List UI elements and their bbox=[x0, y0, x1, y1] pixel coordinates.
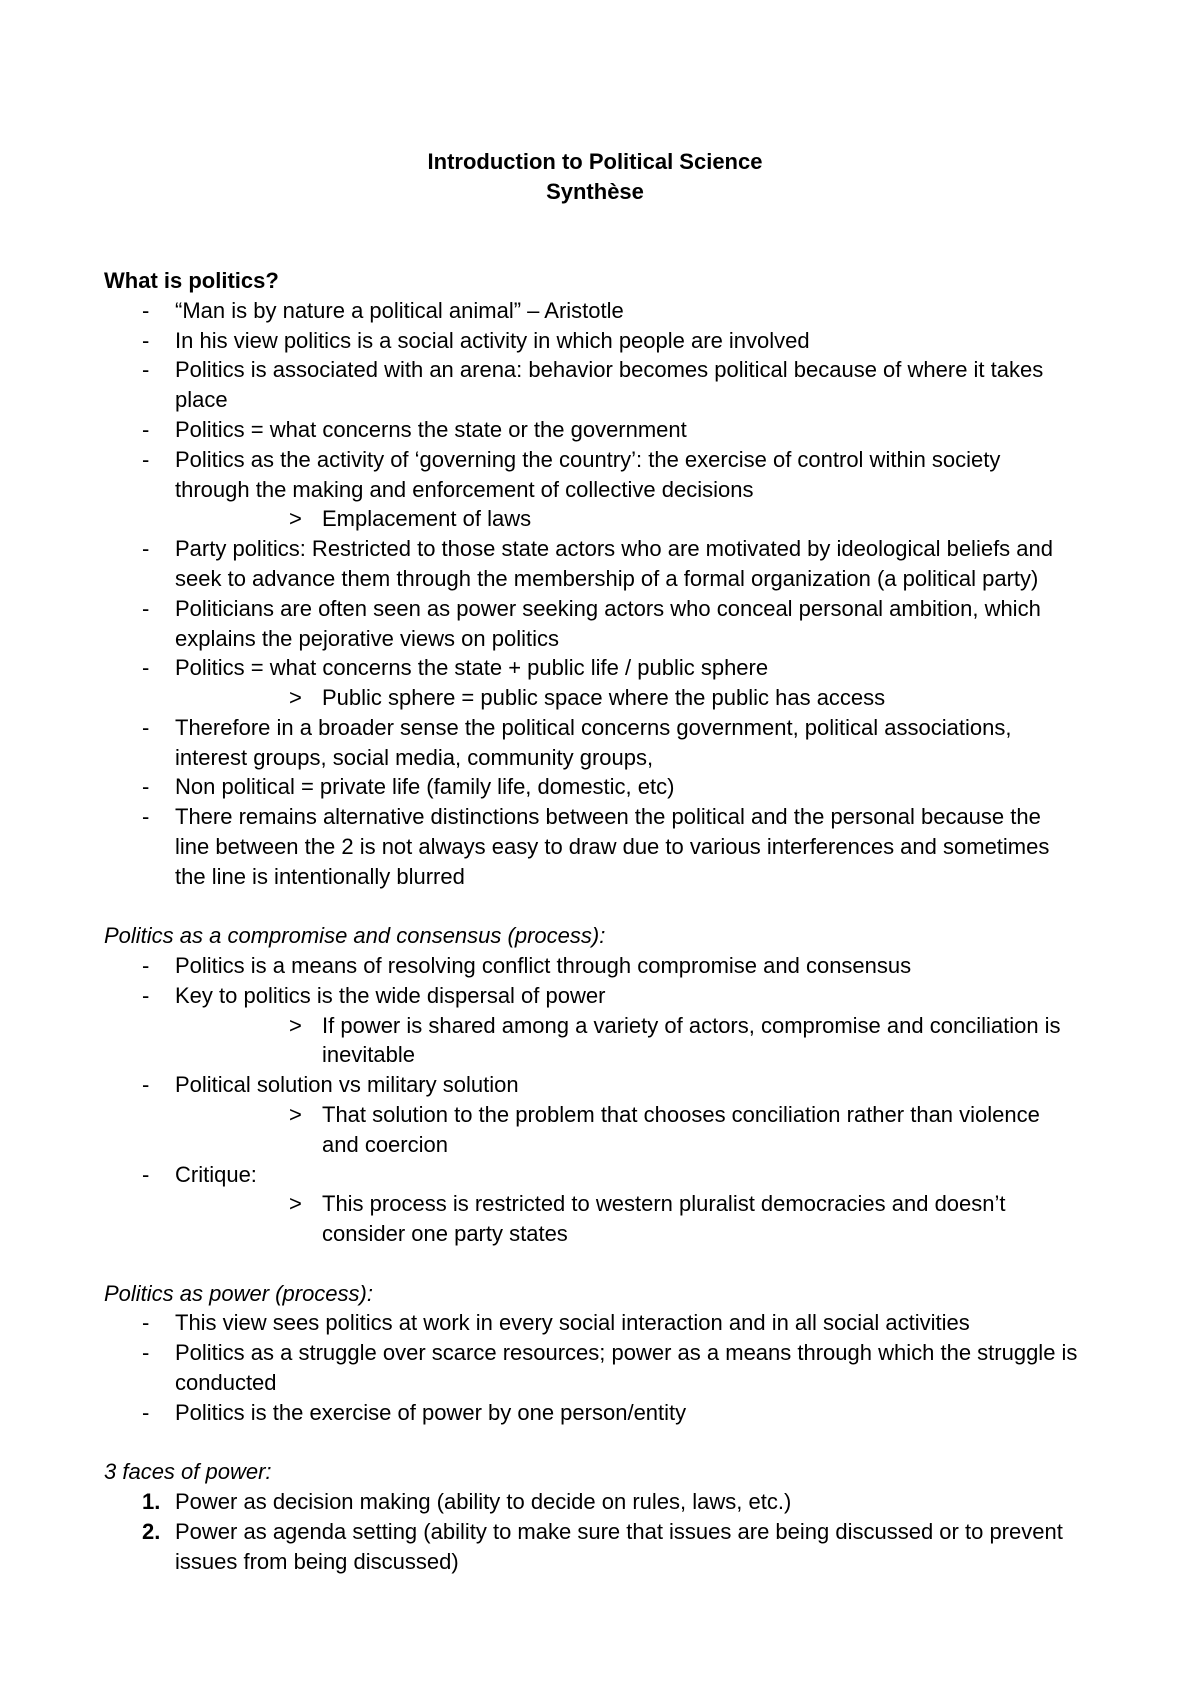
bullet-text: There remains alternative distinctions between the political and the personal because the bbox=[175, 804, 1041, 830]
bullet-text: Politics as the activity of ‘governing the country’: the exercise of control within society bbox=[175, 446, 1001, 472]
bullet-text: seek to advance them through the membership of a formal organization (a political party) bbox=[175, 565, 1039, 591]
bullet-item bbox=[0, 951, 1200, 981]
bullet-marker: - bbox=[142, 1340, 150, 1366]
bullet-text: explains the pejorative views on politics bbox=[175, 625, 559, 651]
bullet-marker: - bbox=[142, 774, 150, 800]
sub-bullet-marker: > bbox=[289, 506, 302, 532]
bullet-marker: - bbox=[142, 982, 150, 1008]
bullet-line bbox=[0, 1070, 1200, 1100]
bullet-item bbox=[0, 326, 1200, 356]
bullet-continuation-line bbox=[0, 475, 1200, 505]
section-politics-as-power bbox=[0, 1279, 1200, 1428]
bullet-line bbox=[0, 296, 1200, 326]
sub-bullet-continuation-line bbox=[0, 1130, 1200, 1160]
bullet-text: Politics is the exercise of power by one person/entity bbox=[175, 1399, 687, 1425]
bullet-continuation-line bbox=[0, 1368, 1200, 1398]
bullet-line bbox=[0, 1160, 1200, 1190]
sub-bullet-marker: > bbox=[289, 1102, 302, 1127]
numbered-text: Power as agenda setting (ability to make sure that issues are being discussed or to prevent bbox=[175, 1518, 1063, 1544]
bullet-item bbox=[0, 355, 1200, 415]
section-heading: Politics as a compromise and consensus (process): bbox=[104, 923, 606, 949]
bullet-text: Non political = private life (family life, domestic, etc) bbox=[175, 774, 675, 800]
bullet-marker: - bbox=[142, 714, 150, 740]
document-title: Introduction to Political Science bbox=[427, 149, 763, 174]
bullet-item bbox=[0, 772, 1200, 802]
bullet-item bbox=[0, 1338, 1200, 1398]
sub-bullet-continuation-line bbox=[0, 1219, 1200, 1249]
sub-bullet-line bbox=[0, 1011, 1200, 1041]
section-what-is-politics bbox=[0, 266, 1200, 891]
sub-bullet-text: consider one party states bbox=[322, 1221, 568, 1247]
bullet-line bbox=[0, 1338, 1200, 1368]
bullet-text: place bbox=[175, 387, 228, 413]
bullet-text: line between the 2 is not always easy to draw due to various interferences and sometimes bbox=[175, 833, 1050, 859]
bullet-marker: - bbox=[142, 297, 150, 323]
sub-bullet-marker: > bbox=[289, 1191, 302, 1217]
sub-bullet-text: That solution to the problem that chooses conciliation rather than violence bbox=[322, 1102, 1040, 1127]
bullet-marker: - bbox=[142, 953, 150, 979]
blank-line bbox=[0, 207, 1200, 237]
section-compromise-consensus bbox=[0, 921, 1200, 1249]
bullet-line bbox=[0, 415, 1200, 445]
bullet-text: through the making and enforcement of collective decisions bbox=[175, 476, 754, 502]
bullet-text: Politics = what concerns the state or the government bbox=[175, 417, 687, 443]
bullet-text: Political solution vs military solution bbox=[175, 1072, 519, 1098]
bullet-text: Politics = what concerns the state + public life / public sphere bbox=[175, 655, 769, 681]
bullet-continuation-line bbox=[0, 743, 1200, 773]
numbered-text: Power as decision making (ability to decide on rules, laws, etc.) bbox=[175, 1489, 792, 1515]
bullet-text: conducted bbox=[175, 1370, 277, 1396]
numbered-line bbox=[0, 1487, 1200, 1517]
bullet-line bbox=[0, 802, 1200, 832]
numbered-text: issues from being discussed) bbox=[175, 1548, 459, 1574]
bullet-text: Therefore in a broader sense the political concerns government, political associations, bbox=[175, 714, 1012, 740]
bullet-item bbox=[0, 594, 1200, 654]
bullet-item bbox=[0, 1070, 1200, 1159]
sub-bullet-item bbox=[0, 1100, 1200, 1160]
sub-bullet-text: If power is shared among a variety of actors, compromise and conciliation is bbox=[322, 1012, 1061, 1038]
bullet-continuation-line bbox=[0, 832, 1200, 862]
bullet-line bbox=[0, 355, 1200, 385]
number-marker: 2. bbox=[142, 1518, 161, 1544]
bullet-text: Key to politics is the wide dispersal of power bbox=[175, 982, 606, 1008]
bullet-continuation-line bbox=[0, 624, 1200, 654]
bullet-text: In his view politics is a social activity in which people are involved bbox=[175, 327, 810, 353]
sub-bullet-text: inevitable bbox=[322, 1042, 415, 1068]
sub-bullet-item bbox=[0, 504, 1200, 534]
bullet-line bbox=[0, 445, 1200, 475]
blank-line bbox=[0, 1428, 1200, 1458]
bullet-text: Critique: bbox=[175, 1161, 257, 1187]
bullet-text: Politics is associated with an arena: behavior becomes political because of where it takes bbox=[175, 357, 1044, 383]
bullet-line bbox=[0, 594, 1200, 624]
numbered-line bbox=[0, 1517, 1200, 1547]
section-three-faces-of-power bbox=[0, 1457, 1200, 1576]
numbered-continuation-line bbox=[0, 1547, 1200, 1577]
bullet-text: the line is intentionally blurred bbox=[175, 863, 465, 889]
bullet-line bbox=[0, 713, 1200, 743]
bullet-item bbox=[0, 445, 1200, 534]
section-heading: 3 faces of power: bbox=[104, 1459, 272, 1485]
bullet-text: Party politics: Restricted to those state actors who are motivated by ideological beliefs and bbox=[175, 536, 1054, 562]
sub-bullet-text: and coercion bbox=[322, 1131, 448, 1157]
bullet-item bbox=[0, 534, 1200, 594]
bullet-marker: - bbox=[142, 327, 150, 353]
blank-line bbox=[0, 236, 1200, 266]
bullet-marker: - bbox=[142, 804, 150, 830]
bullet-continuation-line bbox=[0, 385, 1200, 415]
document-subtitle: Synthèse bbox=[546, 178, 644, 204]
bullet-item bbox=[0, 1160, 1200, 1249]
bullet-marker: - bbox=[142, 536, 150, 562]
bullet-item bbox=[0, 1308, 1200, 1338]
sub-bullet-marker: > bbox=[289, 685, 302, 711]
bullet-marker: - bbox=[142, 446, 150, 472]
bullet-item bbox=[0, 1398, 1200, 1428]
numbered-item bbox=[0, 1517, 1200, 1577]
bullet-marker: - bbox=[142, 595, 150, 621]
bullet-line bbox=[0, 981, 1200, 1011]
bullet-line bbox=[0, 534, 1200, 564]
bullet-marker: - bbox=[142, 655, 150, 681]
blank-line bbox=[0, 1249, 1200, 1279]
sub-bullet-marker: > bbox=[289, 1012, 302, 1038]
bullet-marker: - bbox=[142, 417, 150, 443]
bullet-line bbox=[0, 326, 1200, 356]
bullet-line bbox=[0, 772, 1200, 802]
sub-bullet-item bbox=[0, 683, 1200, 713]
bullet-text: Politicians are often seen as power seeking actors who conceal personal ambition, which bbox=[175, 595, 1041, 621]
bullet-line bbox=[0, 1308, 1200, 1338]
bullet-item bbox=[0, 802, 1200, 891]
bullet-item bbox=[0, 981, 1200, 1070]
bullet-text: “Man is by nature a political animal” – Aristotle bbox=[175, 297, 624, 323]
document-header bbox=[0, 147, 1200, 207]
sub-bullet-text: This process is restricted to western pluralist democracies and doesn’t bbox=[322, 1191, 1006, 1217]
bullet-item bbox=[0, 415, 1200, 445]
number-marker: 1. bbox=[142, 1489, 161, 1515]
bullet-marker: - bbox=[142, 1310, 150, 1336]
bullet-item bbox=[0, 713, 1200, 773]
bullet-marker: - bbox=[142, 357, 150, 383]
numbered-item bbox=[0, 1487, 1200, 1517]
bullet-text: interest groups, social media, community groups, bbox=[175, 744, 654, 770]
bullet-line bbox=[0, 1398, 1200, 1428]
bullet-marker: - bbox=[142, 1072, 150, 1098]
sub-bullet-line bbox=[0, 1100, 1200, 1130]
sub-bullet-line bbox=[0, 504, 1200, 534]
bullet-marker: - bbox=[142, 1161, 150, 1187]
bullet-marker: - bbox=[142, 1399, 150, 1425]
sub-bullet-item bbox=[0, 1011, 1200, 1071]
sub-bullet-line bbox=[0, 683, 1200, 713]
bullet-item bbox=[0, 296, 1200, 326]
bullet-continuation-line bbox=[0, 564, 1200, 594]
sub-bullet-text: Public sphere = public space where the public has access bbox=[322, 685, 886, 711]
bullet-text: Politics is a means of resolving conflict through compromise and consensus bbox=[175, 953, 912, 979]
sub-bullet-text: Emplacement of laws bbox=[322, 506, 532, 532]
bullet-line bbox=[0, 951, 1200, 981]
bullet-text: This view sees politics at work in every social interaction and in all social activities bbox=[175, 1310, 970, 1336]
section-heading: Politics as power (process): bbox=[104, 1280, 373, 1306]
sub-bullet-line bbox=[0, 1189, 1200, 1219]
section-heading: What is politics? bbox=[104, 268, 279, 294]
blank-line bbox=[0, 892, 1200, 922]
bullet-text: Politics as a struggle over scarce resources; power as a means through which the struggle is bbox=[175, 1340, 1078, 1366]
bullet-line bbox=[0, 653, 1200, 683]
bullet-item bbox=[0, 653, 1200, 713]
sub-bullet-continuation-line bbox=[0, 1040, 1200, 1070]
bullet-continuation-line bbox=[0, 862, 1200, 892]
sub-bullet-item bbox=[0, 1189, 1200, 1249]
